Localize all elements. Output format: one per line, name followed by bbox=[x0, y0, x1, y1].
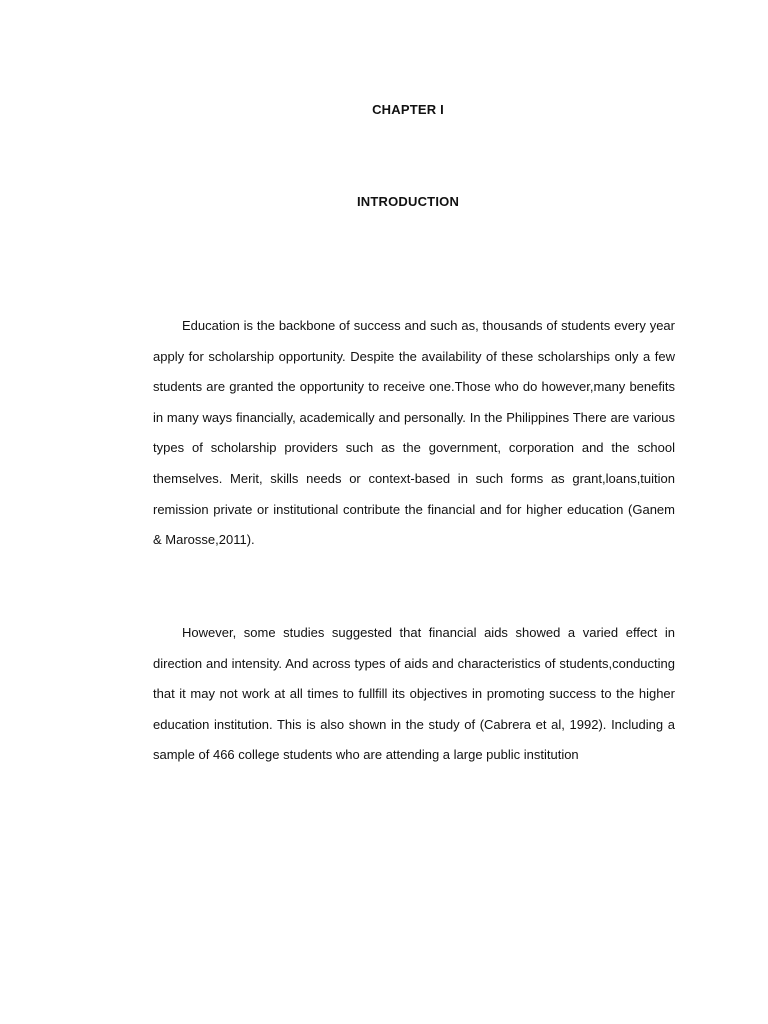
section-heading: INTRODUCTION bbox=[356, 194, 460, 209]
body-paragraph-2: However, some studies suggested that financial aids showed a varied effect in direction and intensity. And across types of aids and characteristics of students,conducting that it may not work at all times to fullfill its objectives in promoting success to the higher education institution. This is also shown in the study of (Cabrera et al, 1992). Including a sample of 466 college students who are attending a large public institution bbox=[153, 625, 675, 763]
chapter-heading: CHAPTER I bbox=[372, 102, 444, 117]
body-paragraph-1: Education is the backbone of success and such as, thousands of students every year apply for scholarship opportunity. Despite the availability of these scholarships only a few students are granted the opportunity to receive one.Those who do however,many benefits in many ways financially, academically and personally. In the Philippines There are various types of scholarship providers such as the government, corporation and the school themselves. Merit, skills needs or context-based in such forms as grant,loans,tuition remission private or institutional contribute the financial and for higher education (Ganem & Marosse,2011). bbox=[153, 318, 675, 548]
